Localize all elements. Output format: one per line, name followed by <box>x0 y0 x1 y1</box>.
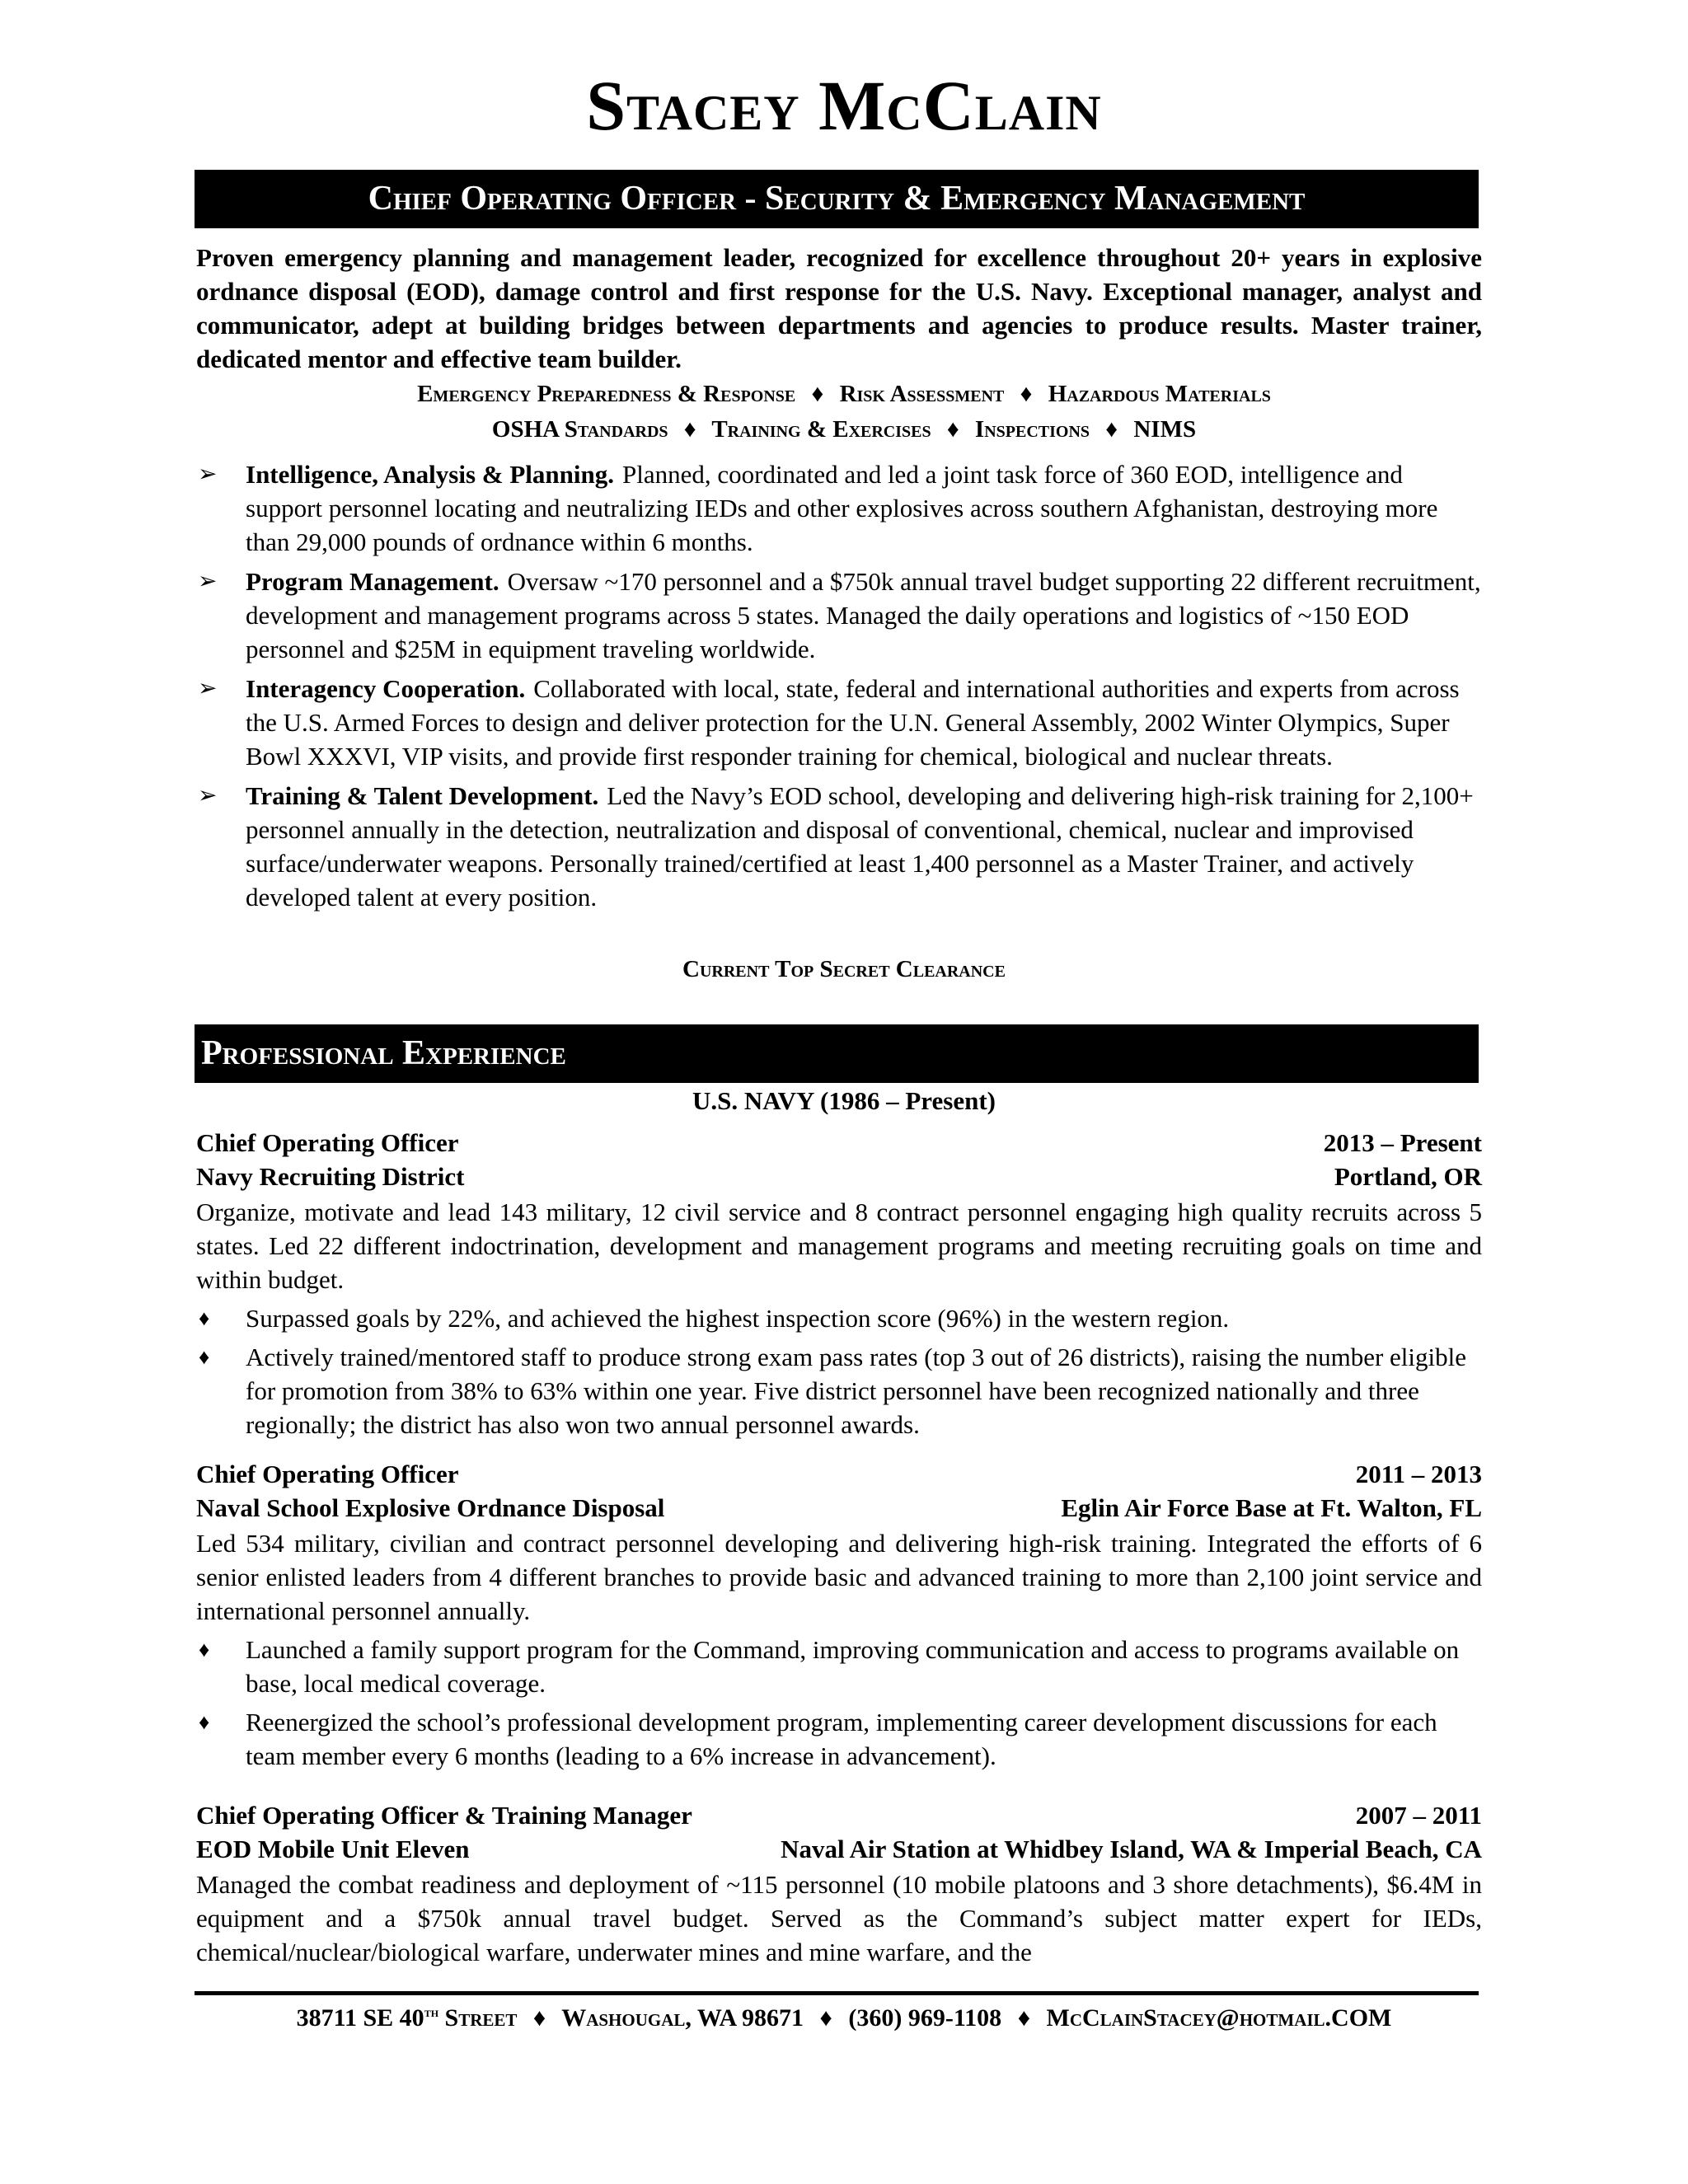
role-title: Chief Operating Officer & Training Manager <box>196 1801 692 1830</box>
bullet-text: Launched a family support program for the Command, improving communication and access to programs available on base, local medical coverage. <box>246 1635 1460 1698</box>
keywords-line-1 <box>0 381 1688 408</box>
diamond-bullet-icon: ♦ <box>199 1638 210 1661</box>
diamond-separator-icon: ♦ <box>1017 2004 1030 2032</box>
highlight-title: Training & Talent Development. <box>246 781 599 810</box>
highlight-title: Program Management. <box>246 567 499 596</box>
keyword: Hazardous Materials <box>1048 381 1271 407</box>
keyword: Training & Exercises <box>711 416 931 443</box>
highlight-text: Led the Navy’s EOD school, developing and delivering high-risk training for 2,100+ personnel annually in the detection, neutralization and disposal of conventional, chemical, nuclear and improvised surface/underwater weapons. Personally trained/certified at least 1,400 personnel as a Master Trainer, and actively developed talent at every position. <box>246 781 1474 912</box>
street-name: Street <box>444 2004 518 2032</box>
highlight-text: Planned, coordinated and led a joint task force of 360 EOD, intelligence and support personnel locating and neutralizing IEDs and other explosives across southern Afghanistan, destroying more than 29,000 pounds of ordnance within 6 months. <box>246 460 1438 556</box>
keyword: NIMS <box>1133 416 1197 443</box>
highlight-title: Intelligence, Analysis & Planning. <box>246 460 614 489</box>
role-org-row <box>196 1160 1482 1193</box>
bullet-text: Surpassed goals by 22%, and achieved the highest inspection score (96%) in the western region. <box>246 1304 1230 1333</box>
role-location: Eglin Air Force Base at Ft. Walton, FL <box>1061 1493 1482 1522</box>
clearance-line: Current Top Secret Clearance <box>682 956 1006 982</box>
highlight-item <box>196 672 1482 773</box>
diamond-separator-icon: ♦ <box>1105 416 1118 443</box>
diamond-bullet-icon: ♦ <box>199 1710 210 1734</box>
keyword: Inspections <box>974 416 1090 443</box>
diamond-separator-icon: ♦ <box>811 381 824 407</box>
highlight-text: Collaborated with local, state, federal and international authorities and experts from across the U.S. Armed Forces to design and deliver protection for the U.N. General Assembly, 2002 Winter Olympics, Super Bowl XXXVI, VIP visits, and provide first responder training for chemical, biological and nuclear threats. <box>246 674 1460 771</box>
keyword: OSHA Standards <box>491 416 668 443</box>
diamond-separator-icon: ♦ <box>683 416 696 443</box>
role-dates: 2013 – Present <box>1323 1128 1482 1157</box>
role-dates: 2007 – 2011 <box>1355 1801 1482 1830</box>
arrow-bullet-icon: ➢ <box>198 569 218 594</box>
keywords-line-2 <box>0 416 1688 443</box>
street-suffix: th <box>424 2004 439 2020</box>
role-description: Managed the combat readiness and deployment of ~115 personnel (10 mobile platoons and 3 shore detachments), $6.4M in equipment and a $750k annual travel budget. Served as the Command’s subject matter expert for IEDs, chemical/nuclear/biological warfare, underwater mines and mine warfare, and the <box>196 1870 1482 1966</box>
keyword: Emergency Preparedness & Response <box>417 381 796 407</box>
role-bullet <box>196 1705 1482 1773</box>
role-location: Portland, OR <box>1334 1162 1482 1191</box>
highlight-title: Interagency Cooperation. <box>246 674 526 703</box>
summary-paragraph: Proven emergency planning and management leader, recognized for excellence throughout 20+ years in explosive ordnance disposal (EOD), damage control and first response for the U.S. Navy. Exceptional manager, analyst and communicator, adept at building bridges between departments and agencies to produce results. Master trainer, dedicated mentor and effective team builder. <box>196 243 1482 373</box>
role-header-row <box>196 1126 1482 1160</box>
role-bullet <box>196 1340 1482 1441</box>
role-dates: 2011 – 2013 <box>1355 1460 1482 1488</box>
role-description: Organize, motivate and lead 143 military, 12 civil service and 8 contract personnel engaging high quality recruits across 5 states. Led 22 different indoctrination, development and management programs and meeting recruiting goals on time and within budget. <box>196 1197 1482 1294</box>
city-state-zip: Washougal, WA 98671 <box>561 2004 804 2032</box>
arrow-bullet-icon: ➢ <box>198 783 218 808</box>
role-description: Led 534 military, civilian and contract personnel developing and delivering high-risk training. Integrated the efforts of 6 senior enlisted leaders from 4 different branches to provide basic and advanced training to more than 2,100 joint service and international personnel annually. <box>196 1529 1482 1625</box>
diamond-bullet-icon: ♦ <box>199 1345 210 1369</box>
role-location: Naval Air Station at Whidbey Island, WA & Imperial Beach, CA <box>781 1835 1482 1863</box>
footer-rule <box>195 1991 1479 1995</box>
diamond-separator-icon: ♦ <box>946 416 959 443</box>
role-org: EOD Mobile Unit Eleven <box>196 1835 470 1863</box>
role-entry <box>196 1798 1482 1969</box>
employer-heading: U.S. NAVY (1986 – Present) <box>692 1086 996 1115</box>
role-org-row <box>196 1491 1482 1525</box>
role-header-row <box>196 1798 1482 1832</box>
diamond-separator-icon: ♦ <box>532 2004 546 2032</box>
candidate-name: Stacey McClain <box>586 66 1102 145</box>
phone-number: (360) 969-1108 <box>848 2004 1002 2032</box>
role-entry <box>196 1457 1482 1773</box>
role-org: Navy Recruiting District <box>196 1162 465 1191</box>
role-org-row <box>196 1832 1482 1866</box>
role-entry <box>196 1126 1482 1441</box>
highlight-item <box>196 565 1482 666</box>
bullet-text: Reenergized the school’s professional development program, implementing career development discussions for each team member every 6 months (leading to a 6% increase in advancement). <box>246 1708 1437 1770</box>
arrow-bullet-icon: ➢ <box>198 676 218 701</box>
contact-footer <box>0 2004 1688 2032</box>
highlights-list <box>196 457 1482 920</box>
highlight-item <box>196 779 1482 914</box>
role-bullet <box>196 1301 1482 1335</box>
highlight-text: Oversaw ~170 personnel and a $750k annual travel budget supporting 22 different recruitment, development and management programs across 5 states. Managed the daily operations and logistics of ~150 EOD personnel and $25M in equipment traveling worldwide. <box>246 567 1481 663</box>
experience-section-heading: Professional Experience <box>195 1024 1479 1083</box>
diamond-separator-icon: ♦ <box>819 2004 832 2032</box>
role-bullet <box>196 1633 1482 1700</box>
email-address: McClainStacey@hotmail.COM <box>1046 2004 1392 2032</box>
street-number: 38711 SE 40 <box>296 2004 424 2032</box>
role-title: Chief Operating Officer <box>196 1460 459 1488</box>
diamond-bullet-icon: ♦ <box>199 1306 210 1330</box>
arrow-bullet-icon: ➢ <box>198 462 218 487</box>
bullet-text: Actively trained/mentored staff to produce strong exam pass rates (top 3 out of 26 districts), raising the number eligible for promotion from 38% to 63% within one year. Five district personnel have been recognized nationally and three regionally; the district has also won two annual personnel awards. <box>246 1343 1467 1439</box>
keyword: Risk Assessment <box>839 381 1005 407</box>
role-title: Chief Operating Officer <box>196 1128 459 1157</box>
role-org: Naval School Explosive Ordnance Disposal <box>196 1493 665 1522</box>
diamond-separator-icon: ♦ <box>1020 381 1033 407</box>
role-header-row <box>196 1457 1482 1491</box>
headline-banner: Chief Operating Officer - Security & Emergency Management <box>195 170 1479 228</box>
highlight-item <box>196 457 1482 559</box>
